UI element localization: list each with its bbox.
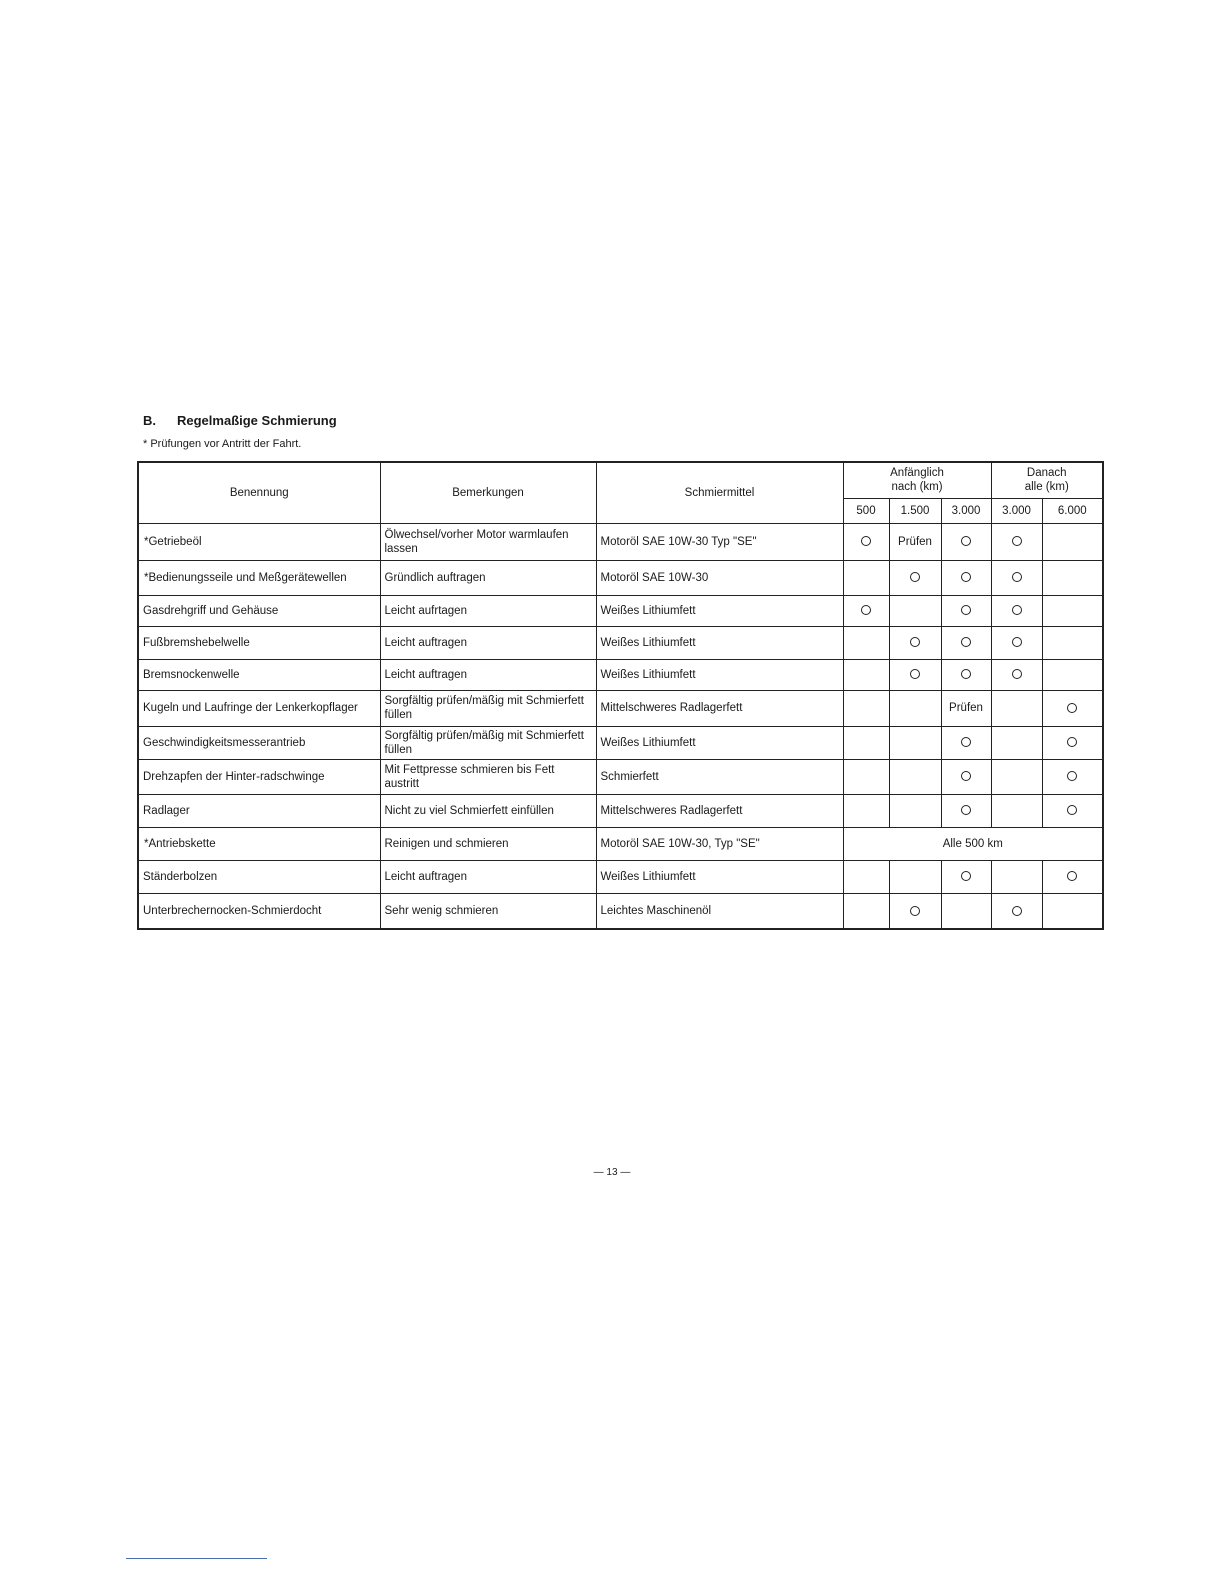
header-anfaenglich-line2: nach (km): [891, 481, 943, 494]
page-number: — 13 —: [593, 1167, 631, 1178]
circle-mark-icon: [1012, 669, 1022, 679]
cell-interval-mark: [941, 626, 991, 659]
table-row: [138, 726, 1103, 759]
cell-interval-mark: [889, 560, 941, 595]
circle-mark-icon: [861, 536, 871, 546]
cell-interval-empty: [889, 759, 941, 794]
cell-remark: Nicht zu viel Schmierfett einfüllen: [380, 794, 596, 827]
circle-mark-icon: [910, 906, 920, 916]
cell-interval-mark: [1042, 759, 1103, 794]
cell-remark: Sorgfältig prüfen/mäßig mit Schmierfett füllen: [380, 726, 596, 759]
cell-interval-mark: [991, 893, 1042, 929]
cell-interval-empty: [843, 690, 889, 726]
cell-interval-text: Prüfen: [889, 523, 941, 560]
cell-interval-empty: [889, 860, 941, 893]
circle-mark-icon: [961, 805, 971, 815]
circle-mark-icon: [961, 605, 971, 615]
header-danach-line2: alle (km): [1024, 481, 1069, 494]
cell-name: Unterbrechernocken-Schmierdocht: [138, 893, 380, 929]
table-row: [138, 690, 1103, 726]
cell-remark: Leicht auftragen: [380, 626, 596, 659]
cell-remark: Leicht auftragen: [380, 659, 596, 690]
table-row: [138, 794, 1103, 827]
table-row: [138, 759, 1103, 794]
cell-interval-mark: [941, 860, 991, 893]
cell-interval-empty: [889, 690, 941, 726]
cell-lubricant: Weißes Lithiumfett: [596, 659, 843, 690]
circle-mark-icon: [961, 536, 971, 546]
cell-interval-mark: [1042, 726, 1103, 759]
cell-interval-empty: [889, 726, 941, 759]
cell-interval-empty: [991, 726, 1042, 759]
cell-name: *Bedienungsseile und Meßgerätewellen: [138, 560, 380, 595]
cell-interval-empty: [1042, 595, 1103, 626]
cell-remark: Sehr wenig schmieren: [380, 893, 596, 929]
lubrication-schedule-table: [137, 461, 1104, 930]
table-row: [138, 595, 1103, 626]
cell-lubricant: Motoröl SAE 10W-30, Typ "SE": [596, 827, 843, 860]
cell-name: Kugeln und Laufringe der Lenkerkopflager: [138, 690, 380, 726]
cell-interval-mark: [1042, 794, 1103, 827]
cell-interval-mark: [889, 659, 941, 690]
cell-interval-mark: [991, 560, 1042, 595]
circle-mark-icon: [1067, 805, 1077, 815]
circle-mark-icon: [1067, 703, 1077, 713]
section-note: * Prüfungen vor Antritt der Fahrt.: [143, 438, 302, 450]
cell-interval-mark: [1042, 690, 1103, 726]
cell-name: Drehzapfen der Hinter-radschwinge: [138, 759, 380, 794]
cell-interval-empty: [843, 759, 889, 794]
cell-interval-mark: [889, 626, 941, 659]
table-body: [138, 523, 1103, 929]
cell-interval-mark: [991, 659, 1042, 690]
section-title: Regelmaßige Schmierung: [177, 413, 337, 428]
cell-interval-empty: [843, 726, 889, 759]
circle-mark-icon: [910, 572, 920, 582]
cell-interval-span: Alle 500 km: [843, 827, 1103, 860]
cell-lubricant: Weißes Lithiumfett: [596, 726, 843, 759]
cell-lubricant: Mittelschweres Radlagerfett: [596, 794, 843, 827]
cell-lubricant: Weißes Lithiumfett: [596, 626, 843, 659]
circle-mark-icon: [961, 737, 971, 747]
cell-lubricant: Motoröl SAE 10W-30 Typ "SE": [596, 523, 843, 560]
cell-remark: Leicht aufrtagen: [380, 595, 596, 626]
section-heading: [143, 413, 337, 428]
circle-mark-icon: [961, 637, 971, 647]
circle-mark-icon: [961, 771, 971, 781]
cell-name: Ständerbolzen: [138, 860, 380, 893]
cell-lubricant: Weißes Lithiumfett: [596, 860, 843, 893]
cell-lubricant: Weißes Lithiumfett: [596, 595, 843, 626]
circle-mark-icon: [1012, 637, 1022, 647]
cell-interval-mark: [991, 595, 1042, 626]
cell-name: Fußbremshebelwelle: [138, 626, 380, 659]
cell-interval-mark: [941, 659, 991, 690]
cell-name: Bremsnockenwelle: [138, 659, 380, 690]
header-bemerkungen: Bemerkungen: [380, 462, 596, 523]
table-row: [138, 893, 1103, 929]
cell-lubricant: Motoröl SAE 10W-30: [596, 560, 843, 595]
circle-mark-icon: [1012, 536, 1022, 546]
circle-mark-icon: [961, 572, 971, 582]
header-km-6000: 6.000: [1042, 498, 1103, 523]
cell-interval-mark: [889, 893, 941, 929]
cell-interval-mark: [843, 595, 889, 626]
cell-interval-empty: [1042, 560, 1103, 595]
circle-mark-icon: [910, 669, 920, 679]
header-danach: [991, 462, 1103, 498]
header-anfaenglich-line1: Anfänglich: [890, 467, 944, 480]
cell-interval-mark: [991, 523, 1042, 560]
table-row: [138, 523, 1103, 560]
cell-interval-empty: [889, 595, 941, 626]
cell-remark: Reinigen und schmieren: [380, 827, 596, 860]
cell-interval-mark: [1042, 860, 1103, 893]
table-row: [138, 560, 1103, 595]
cell-remark: Ölwechsel/vorher Motor warmlaufen lassen: [380, 523, 596, 560]
cell-interval-empty: [843, 560, 889, 595]
cell-remark: Sorgfältig prüfen/mäßig mit Schmierfett füllen: [380, 690, 596, 726]
circle-mark-icon: [1012, 605, 1022, 615]
table-row: [138, 827, 1103, 860]
cell-interval-mark: [991, 626, 1042, 659]
header-km-500: 500: [843, 498, 889, 523]
cell-name: Radlager: [138, 794, 380, 827]
cell-interval-mark: [941, 759, 991, 794]
circle-mark-icon: [1067, 871, 1077, 881]
table-row: [138, 860, 1103, 893]
header-danach-line1: Danach: [1026, 467, 1067, 480]
cell-name: Gasdrehgriff und Gehäuse: [138, 595, 380, 626]
circle-mark-icon: [1067, 771, 1077, 781]
section-number: B.: [143, 413, 156, 428]
cell-interval-empty: [889, 794, 941, 827]
cell-interval-mark: [941, 560, 991, 595]
cell-interval-empty: [991, 860, 1042, 893]
footer-rule: [126, 1558, 267, 1559]
cell-interval-empty: [843, 860, 889, 893]
header-km-3000-initial: 3.000: [941, 498, 991, 523]
cell-interval-mark: [941, 523, 991, 560]
header-anfaenglich: [843, 462, 991, 498]
cell-interval-empty: [991, 690, 1042, 726]
circle-mark-icon: [1067, 737, 1077, 747]
cell-interval-empty: [941, 893, 991, 929]
cell-interval-empty: [991, 759, 1042, 794]
cell-interval-mark: [941, 595, 991, 626]
cell-interval-empty: [843, 794, 889, 827]
header-km-1500: 1.500: [889, 498, 941, 523]
circle-mark-icon: [961, 669, 971, 679]
cell-interval-empty: [1042, 626, 1103, 659]
cell-interval-empty: [843, 626, 889, 659]
cell-interval-text: Prüfen: [941, 690, 991, 726]
cell-remark: Leicht auftragen: [380, 860, 596, 893]
header-km-3000-after: 3.000: [991, 498, 1042, 523]
cell-interval-mark: [941, 726, 991, 759]
cell-interval-empty: [843, 659, 889, 690]
cell-interval-empty: [1042, 893, 1103, 929]
cell-name: *Getriebeöl: [138, 523, 380, 560]
cell-interval-mark: [843, 523, 889, 560]
cell-interval-empty: [1042, 659, 1103, 690]
cell-remark: Gründlich auftragen: [380, 560, 596, 595]
cell-lubricant: Schmierfett: [596, 759, 843, 794]
cell-interval-mark: [941, 794, 991, 827]
cell-interval-empty: [1042, 523, 1103, 560]
table-row: [138, 659, 1103, 690]
cell-lubricant: Leichtes Maschinenöl: [596, 893, 843, 929]
cell-name: Geschwindigkeitsmesserantrieb: [138, 726, 380, 759]
circle-mark-icon: [1012, 906, 1022, 916]
table-row: [138, 626, 1103, 659]
cell-name: *Antriebskette: [138, 827, 380, 860]
circle-mark-icon: [961, 871, 971, 881]
header-schmiermittel: Schmiermittel: [596, 462, 843, 523]
circle-mark-icon: [861, 605, 871, 615]
circle-mark-icon: [910, 637, 920, 647]
cell-interval-empty: [843, 893, 889, 929]
cell-lubricant: Mittelschweres Radlagerfett: [596, 690, 843, 726]
circle-mark-icon: [1012, 572, 1022, 582]
cell-interval-empty: [991, 794, 1042, 827]
cell-remark: Mit Fettpresse schmieren bis Fett austritt: [380, 759, 596, 794]
header-benennung: Benennung: [138, 462, 380, 523]
